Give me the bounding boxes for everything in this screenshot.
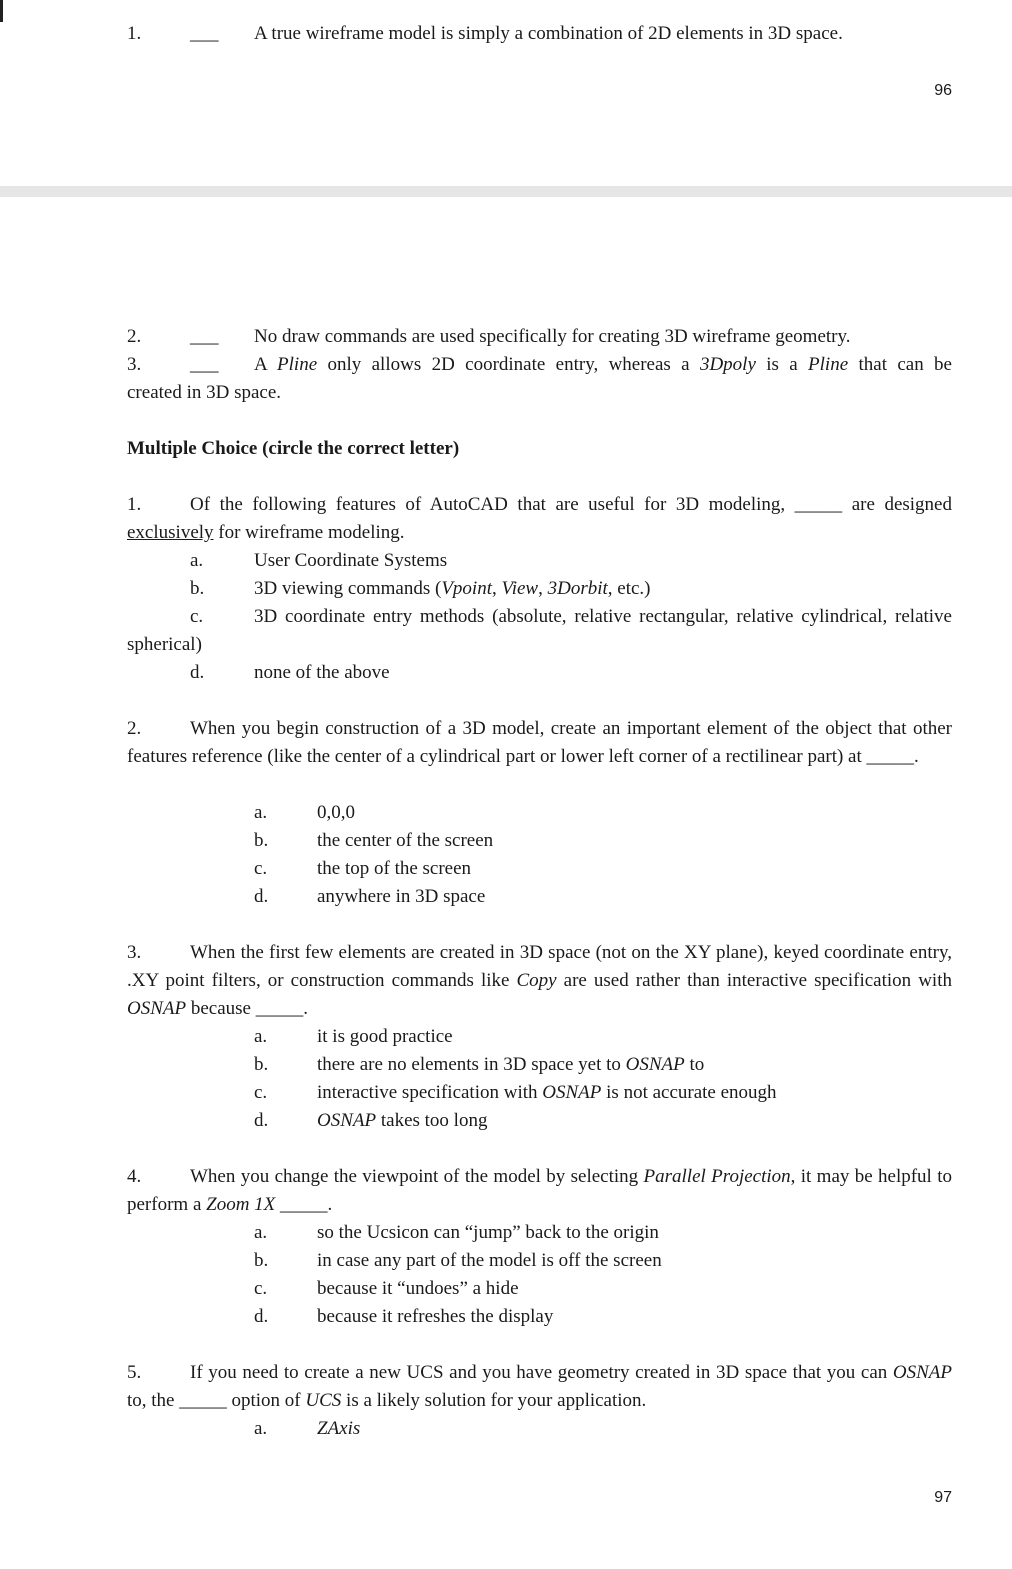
page-number: 96 (934, 82, 952, 99)
option-text: the top of the screen (317, 858, 472, 879)
option-text: it is good practice (317, 1026, 453, 1047)
option-text: none of the above (254, 662, 390, 683)
question-number: 3. (127, 354, 142, 375)
question-number: 1. (127, 494, 142, 515)
option-text: OSNAP takes too long (317, 1110, 488, 1131)
option-letter: c. (254, 1278, 268, 1299)
question-text: A Pline only allows 2D coordinate entry, whereas a 3Dpoly is a Pline that can be (254, 354, 952, 375)
option-letter: c. (254, 858, 268, 879)
option-text: there are no elements in 3D space yet to OSNAP to (317, 1054, 705, 1075)
option-letter: a. (254, 1222, 268, 1243)
mc-question-3: 3. When the first few elements are created in 3D space (not on the XY plane), keyed coordinate entry, .XY point filters, or construction commands like Copy are used rather than interactive specification with OSNAP because _____. (127, 939, 952, 1023)
option-letter: d. (254, 1110, 269, 1131)
option-text: ZAxis (317, 1418, 361, 1439)
option-text: in case any part of the model is off the screen (317, 1250, 662, 1271)
option-text: interactive specification with OSNAP is not accurate enough (317, 1082, 777, 1103)
option-text: 0,0,0 (317, 802, 355, 823)
question-number: 2. (127, 718, 142, 739)
option-letter: d. (254, 886, 269, 907)
mc-question-1: 1. Of the following features of AutoCAD that are useful for 3D modeling, _____ are designed exclusively for wireframe modeling. (127, 491, 952, 547)
option-letter: d. (254, 1306, 269, 1327)
option-letter: b. (254, 1250, 269, 1271)
answer-blank: ___ (190, 354, 219, 375)
option-text: the center of the screen (317, 830, 494, 851)
option-letter: b. (190, 578, 205, 599)
page-divider (0, 186, 1012, 197)
question-number: 3. (127, 942, 142, 963)
option-letter: a. (190, 550, 204, 571)
option-letter: a. (254, 802, 268, 823)
option-text: because it refreshes the display (317, 1306, 554, 1327)
question-text-continued: created in 3D space. (127, 382, 282, 403)
mc-question-4: 4. When you change the viewpoint of the model by selecting Parallel Projection, it may be helpful to perform a Zoom 1X _____. (127, 1163, 952, 1219)
option-text: User Coordinate Systems (254, 550, 448, 571)
question-number: 5. (127, 1362, 142, 1383)
option-letter: c. (190, 606, 204, 627)
answer-blank: ___ (190, 23, 219, 44)
option-text: because it “undoes” a hide (317, 1278, 519, 1299)
option-text: 3D coordinate entry methods (absolute, relative rectangular, relative cylindrical, relative spherical) (127, 606, 952, 655)
question-text: No draw commands are used specifically for creating 3D wireframe geometry. (254, 326, 851, 347)
question-number: 4. (127, 1166, 142, 1187)
option-text: 3D viewing commands (Vpoint, View, 3Dorbit, etc.) (254, 578, 651, 599)
question-number: 1. (127, 23, 142, 44)
option-letter: b. (254, 830, 269, 851)
option-letter: d. (190, 662, 205, 683)
option-letter: c. (254, 1082, 268, 1103)
question-number: 2. (127, 326, 142, 347)
option-text: so the Ucsicon can “jump” back to the origin (317, 1222, 659, 1243)
option-letter: a. (254, 1418, 268, 1439)
option-text: anywhere in 3D space (317, 886, 486, 907)
page-number: 97 (934, 1489, 952, 1506)
mc-question-5: 5. If you need to create a new UCS and you have geometry created in 3D space that you can OSNAP to, the _____ option of UCS is a likely solution for your application. (127, 1359, 952, 1415)
section-heading: Multiple Choice (circle the correct letter) (127, 438, 460, 459)
option-letter: a. (254, 1026, 268, 1047)
page-edge-mark (0, 0, 3, 22)
mc-question-2: 2. When you begin construction of a 3D model, create an important element of the object that other features reference (like the center of a cylindrical part or lower left corner of a rectilinear part) at _____. (127, 715, 952, 771)
question-text: A true wireframe model is simply a combination of 2D elements in 3D space. (254, 23, 843, 44)
answer-blank: ___ (190, 326, 219, 347)
option-letter: b. (254, 1054, 269, 1075)
